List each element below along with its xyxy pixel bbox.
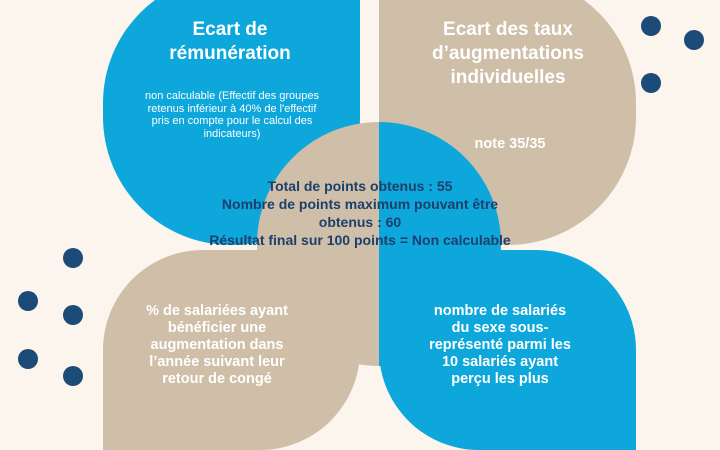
final-result: Résultat final sur 100 points = Non calculable [209, 232, 511, 248]
decor-dot [684, 30, 704, 50]
decor-dot [63, 248, 83, 268]
decor-dot [18, 291, 38, 311]
total-points: Total de points obtenus : 55 [267, 178, 453, 194]
pay-gap-detail: non calculable (Effectif des groupes retenus inférieur à 40% de l'effectif pris en compte pour le calcul des indicateurs) [144, 90, 320, 140]
decor-dot [641, 73, 661, 93]
raise-gap-score: note 35/35 [474, 136, 546, 152]
return-leave-raise-text: % de salariées ayant bénéficier une augmentation dans l’année suivant leur retour de congé [146, 303, 288, 387]
max-points-line2: obtenus : 60 [318, 214, 402, 230]
decor-dot [63, 305, 83, 325]
top10-underrepresented-text: nombre de salariés du sexe sous-représenté parmi les 10 salariés ayant perçu les plus [429, 303, 571, 387]
decor-dot [63, 366, 83, 386]
raise-gap-title: Ecart des taux d’augmentations individuelles [431, 19, 584, 88]
decor-dot [641, 16, 661, 36]
pay-gap-title: Ecart de rémunération [169, 19, 291, 64]
max-points-line1: Nombre de points maximum pouvant être [221, 196, 499, 212]
decor-dot [18, 349, 38, 369]
